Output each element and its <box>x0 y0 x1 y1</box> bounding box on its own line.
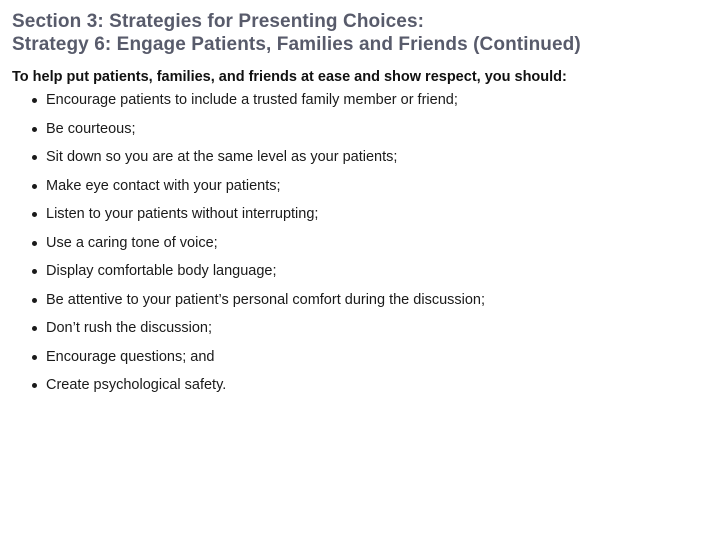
bullet-dot-icon <box>32 212 37 217</box>
bullet-item <box>12 91 720 109</box>
bullet-text: Don’t rush the discussion; <box>46 320 213 336</box>
bullet-text: Listen to your patients without interrupting; <box>46 206 319 222</box>
bullet-text: Use a caring tone of voice; <box>46 234 218 251</box>
bullet-dot-icon <box>32 326 37 331</box>
bullet-list <box>12 91 720 394</box>
bullet-text: Be courteous; <box>46 120 136 137</box>
bullet-dot-icon <box>32 98 37 103</box>
bullet-text: Make eye contact with your patients; <box>46 177 281 194</box>
bullet-dot-icon <box>32 298 37 303</box>
bullet-text: Create psychological safety. <box>46 377 227 393</box>
bullet-item <box>12 120 720 138</box>
bullet-dot-icon <box>32 127 37 132</box>
bullet-dot-icon <box>32 355 37 360</box>
bullet-dot-icon <box>32 269 37 274</box>
bullet-item <box>12 376 720 394</box>
bullet-item <box>12 234 720 252</box>
bullet-dot-icon <box>32 155 37 160</box>
bullet-dot-icon <box>32 241 37 246</box>
slide-title-line-1: Section 3: Strategies for Presenting Choices: <box>12 11 425 32</box>
slide-title-line-2: Strategy 6: Engage Patients, Families and Friends (Continued) <box>12 34 581 55</box>
bullet-item <box>12 348 720 366</box>
bullet-item <box>12 319 720 337</box>
bullet-dot-icon <box>32 383 37 388</box>
bullet-dot-icon <box>32 184 37 189</box>
bullet-text: Encourage patients to include a trusted family member or friend; <box>46 92 458 108</box>
bullet-item <box>12 262 720 280</box>
bullet-item <box>12 177 720 195</box>
bullet-item <box>12 148 720 166</box>
bullet-text: Sit down so you are at the same level as your patients; <box>46 149 398 165</box>
bullet-text: Be attentive to your patient’s personal comfort during the discussion; <box>46 291 486 308</box>
intro-text: To help put patients, families, and friends at ease and show respect, you should: <box>12 69 567 85</box>
bullet-item <box>12 291 720 309</box>
bullet-text: Encourage questions; and <box>46 348 215 365</box>
bullet-item <box>12 205 720 223</box>
bullet-text: Display comfortable body language; <box>46 263 277 279</box>
